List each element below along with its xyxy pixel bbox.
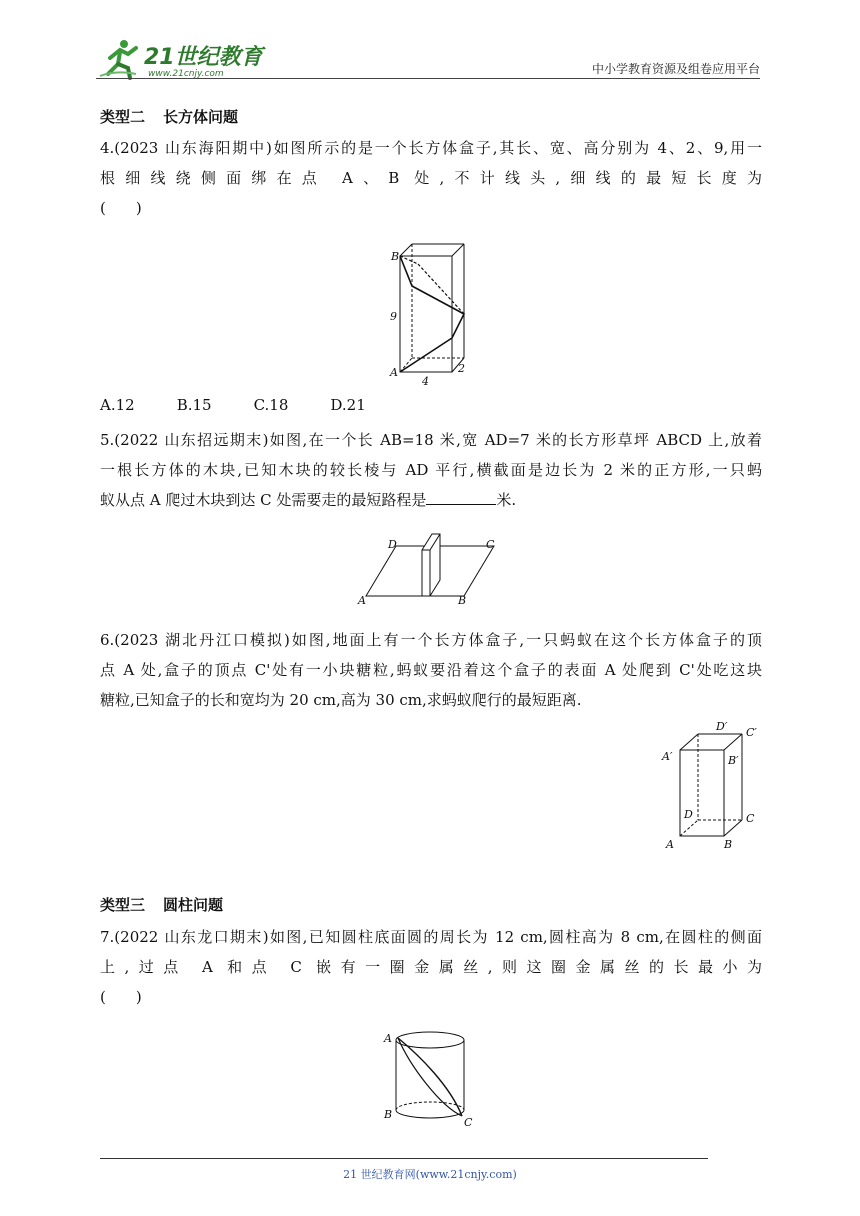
label-D-prime: D′ xyxy=(716,720,728,733)
question-7 xyxy=(100,922,762,1012)
label-A-prime: A′ xyxy=(662,750,673,763)
section-title-2 xyxy=(100,106,238,127)
label-B: B xyxy=(724,838,733,851)
label-B-prime: B′ xyxy=(728,754,739,767)
label-A: A xyxy=(358,594,366,607)
box-front-face xyxy=(680,750,724,836)
footer-text[interactable]: 21 世纪教育网(www.21cnjy.com) xyxy=(343,1168,517,1181)
label-B: B xyxy=(384,1108,393,1121)
wire-front xyxy=(398,1038,462,1116)
q5-line-2: 一根长方体的木块,已知木块的较长棱与 AD 平行,横截面是边长为 2 米的正方形,一只蚂 xyxy=(100,461,762,479)
q4-line-1: 4.(2023 山东海阳期中)如图所示的是一个长方体盒子,其长、宽、高分别为 4、2、9,用一 xyxy=(100,139,762,157)
q6-figure xyxy=(660,716,770,860)
section-name: 长方体问题 xyxy=(163,108,239,126)
question-6 xyxy=(100,625,762,715)
label-A: A xyxy=(390,366,398,379)
section-name: 圆柱问题 xyxy=(163,896,224,914)
q4-line-3: ( ) xyxy=(100,199,142,217)
q7-figure xyxy=(380,1026,480,1134)
runner-icon xyxy=(100,40,136,78)
q5-line-1: 5.(2022 山东招远期末)如图,在一个长 AB=18 米,宽 AD=7 米的长方形草坪 ABCD 上,放着 xyxy=(100,431,762,449)
label-height: 9 xyxy=(390,310,397,323)
string-path xyxy=(400,256,464,372)
label-length: 4 xyxy=(422,375,429,388)
q7-line-3: ( ) xyxy=(100,988,142,1006)
label-A: A xyxy=(666,838,674,851)
option-c[interactable]: C.18 xyxy=(253,396,289,414)
answer-blank[interactable] xyxy=(426,490,496,505)
label-C: C xyxy=(746,812,755,825)
label-C-prime: C′ xyxy=(746,726,757,739)
q6-line-2: 点 A 处,盒子的顶点 C'处有一小块糖粒,蚂蚁要沿着这个盒子的表面 A 处爬到 C'处吃这块 xyxy=(100,661,762,679)
option-b[interactable]: B.15 xyxy=(176,396,212,414)
option-a[interactable]: A.12 xyxy=(100,396,135,414)
logo-url: www.21cnjy.com xyxy=(148,69,224,79)
footer-divider xyxy=(100,1158,708,1159)
header-tagline: 中小学教育资源及组卷应用平台 xyxy=(591,62,760,76)
label-D: D xyxy=(684,808,693,821)
section-title-3 xyxy=(100,894,223,915)
q4-line-2: 根细线绕侧面绑在点 A、B 处,不计线头,细线的最短长度为 xyxy=(100,169,762,187)
q4-figure xyxy=(388,238,478,392)
page-header xyxy=(96,36,760,82)
section-label: 类型二 xyxy=(100,108,146,126)
label-B: B xyxy=(391,250,400,263)
label-B: B xyxy=(458,594,467,607)
label-D: D xyxy=(388,538,397,551)
question-4 xyxy=(100,133,762,223)
wire-back xyxy=(398,1038,462,1116)
site-logo xyxy=(96,36,266,82)
q6-line-3: 糖粒,已知盒子的长和宽均为 20 cm,高为 30 cm,求蚂蚁爬行的最短距离. xyxy=(100,691,582,709)
q7-line-2: 上,过点 A 和点 C 嵌有一圈金属丝,则这圈金属丝的长最小为 xyxy=(100,958,762,976)
q5-figure xyxy=(356,532,506,612)
label-C: C xyxy=(486,538,495,551)
q7-line-1: 7.(2022 山东龙口期末)如图,已知圆柱底面圆的周长为 12 cm,圆柱高为 8 cm,在圆柱的侧面 xyxy=(100,928,762,946)
header-divider xyxy=(96,78,760,79)
option-d[interactable]: D.21 xyxy=(330,396,366,414)
cylinder-bottom-back xyxy=(396,1102,464,1110)
section-label: 类型三 xyxy=(100,896,146,914)
q5-line-3: 蚁从点 A 爬过木块到达 C 处需要走的最短路程是 米. xyxy=(100,491,517,509)
q6-line-1: 6.(2023 湖北丹江口模拟)如图,地面上有一个长方体盒子,一只蚂蚁在这个长方体盒子的顶 xyxy=(100,631,762,649)
question-5 xyxy=(100,425,762,515)
label-C: C xyxy=(464,1116,473,1129)
q4-options xyxy=(100,396,408,414)
label-A: A xyxy=(384,1032,392,1045)
logo-text: 21世纪教育 xyxy=(144,45,263,70)
label-width: 2 xyxy=(458,362,465,375)
wooden-block xyxy=(422,534,440,596)
